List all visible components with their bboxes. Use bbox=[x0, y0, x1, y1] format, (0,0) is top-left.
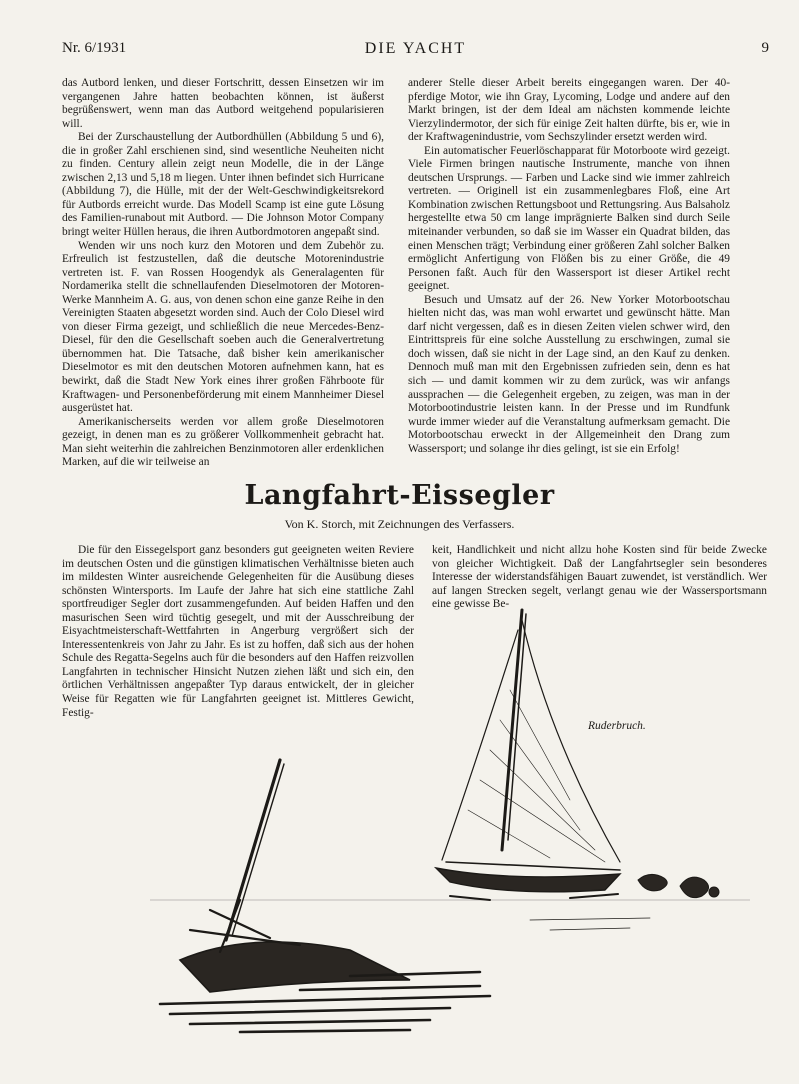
sail-leech bbox=[442, 630, 518, 860]
column-right-top bbox=[408, 77, 730, 456]
issue-number: Nr. 6/1931 bbox=[62, 40, 127, 56]
paragraph: Besuch und Umsatz auf der 26. New Yorker Motorbootschau hielten nicht das, was man wohl erwartet und gewünscht hätte. Man darf nicht vergessen, daß es in diesen Zeiten vielen schwer wird, den Eintrittspreis für eine solche Ausstellung zu erschwingen, zumal sie doch wissen, daß sie nicht in der Lage sind, an den Kauf zu denken. Dennoch muß man mit den Ergebnissen zufrieden sein, denn es hat sich — und damit kommen wir zu dem zurück, was wir anfangs aussprachen — die Gelegenheit ergeben, zu zeigen, was man in der Motorbootindustrie leisten kann. In der Presse und im Rundfunk wurde immer wieder auf die Veranstaltung aufmerksam gemacht. Die Motorbootschau erweckt in der Allgemeinheit den Drang zum Wassersport; und solange ihr dies gelingt, ist sie ein Erfolg! bbox=[408, 293, 730, 455]
wreck-body bbox=[180, 942, 410, 992]
sail-mast-second-stroke bbox=[508, 614, 526, 840]
paragraph: das Autbord lenken, und dieser Fortschritt, dessen Einsetzen wir im vergangenen Jahre hatten beobachten können, ist äußerst begrüßenswert, wenn man das Autbord weitgehend popularisieren will. bbox=[62, 77, 384, 130]
paragraph: keit, Handlichkeit und nicht allzu hohe Kosten sind für beide Zwecke von gleicher Wichtigkeit. Daß der Langfahrtsegler sein besonderes Interesse der widerstandsfähigen Bauart zuwendet, ist verständlich. Wer auf langen Strecken segelt, verlangt genau wie der Wassersportsmann eine gewisse Be- bbox=[432, 544, 767, 611]
yacht-runner bbox=[450, 894, 618, 900]
sail-mast bbox=[502, 610, 522, 850]
article-title: Langfahrt-Eissegler bbox=[244, 480, 555, 511]
sail-foot bbox=[446, 862, 620, 870]
sail-edge bbox=[522, 620, 620, 862]
page-number: 9 bbox=[761, 40, 769, 56]
paragraph: Wenden wir uns noch kurz den Motoren und dem Zubehör zu. Erfreulich ist festzustellen, daß die deutsche Motorenindustrie vertreten ist. F. van Rossen Hoogendyk als Generalagenten für Nordamerika stellt die schnellaufenden Dieselmotoren der Motoren-Werke Mannheim A. G. aus, von denen schon eine ganze Reihe in den Vereinigten Staaten abgesetzt worden sind. Auch der Colo Diesel wird von dieser Firma gezeigt, und schließlich die neue Mercedes-Benz-Diesel, für den die Gesellschaft soeben auch die Generalvertretung übernommen hat. Die Tatsache, daß bisher kein amerikanischer Dieselmotor es mit den deutschen Motoren aufnehmen kann, hat es bewirkt, daß die Stadt New York eines ihrer großen Fährboote für Kraftwagen- und Personenbeförderung mit einem Mannheimer Diesel ausgerüstet hat. bbox=[62, 239, 384, 415]
paragraph: Bei der Zurschaustellung der Autbordhüllen (Abbildung 5 und 6), die in großer Zahl erschienen sind, sind wesentliche Neuheiten nicht zu finden. Century allein zeigt neun Modelle, die in der Länge zwischen 2,13 und 5,18 m liegen. Unter ihnen befindet sich Hurricane (Abbildung 7), die Hülle, mit der der Welt-Geschwindigkeitsrekord für Autbords erreicht wurde. Das Modell Scamp ist eine gute Lösung des Familien-runabout mit Autbord. — Die Johnson Motor Company bringt weiter Hüllen heraus, die ihren Autbordmotoren angepaßt sind. bbox=[62, 131, 384, 239]
figure-lying bbox=[638, 874, 667, 890]
sail-hatching bbox=[468, 690, 605, 862]
ice-yacht-sketch-illustration bbox=[150, 600, 750, 1040]
magazine-title: DIE YACHT bbox=[364, 40, 467, 57]
broken-mast-second bbox=[232, 764, 284, 936]
paragraph: anderer Stelle dieser Arbeit bereits eingegangen waren. Der 40-pferdige Motor, wie ihn Gray, Lycoming, Lodge und andere auf den Markt bringen, ist der dem Ideal am nächsten kommende leichte Vierzylindermotor, der sich für einige Zeit halten dürfte, bis er, wie in der Kraftwagenindustrie, vom Sechszylinder ersetzt werden wird. bbox=[408, 77, 730, 144]
paragraph: Die für den Eissegelsport ganz besonders gut geeigneten weiten Reviere im deutschen Osten und die günstigen klimatischen Verhältnisse bieten auch im mildesten Winter ausreichende Gelegenheiten für die Ausübung dieses schönsten Wintersports. Im Laufe der Jahre hat sich eine stattliche Zahl sportfreudiger Segler dort zusammengefunden. Auf beiden Haffen und den masurischen Seen wird tüchtig gesegelt, und mit der Ausschreibung der Eisyachtmeisterschaft-Wettfahrten in Angerburg vergrößert sich der Interessentenkreis von Jahr zu Jahr. Es ist zu hoffen, daß sich aus der hohen Schule des Regatta-Segelns auch für die besonders auf den Haffen reizvollen Langfahrten in technischer Hinsicht Nutzen ziehen läßt und sich ein, den örtlichen Verhältnissen angepaßter Typ daraus entwickelt, der in gleicher Weise für Regatten wie für Langfahrten geeignet ist. Mittleres Gewicht, Festig- bbox=[62, 544, 414, 719]
ice-shading-light bbox=[530, 918, 650, 930]
article-byline: Von K. Storch, mit Zeichnungen des Verfassers. bbox=[284, 517, 515, 531]
page-header bbox=[62, 40, 769, 62]
illustration-caption: Ruderbruch. bbox=[588, 720, 646, 732]
column-left-top bbox=[62, 77, 384, 470]
paragraph: Ein automatischer Feuerlöschapparat für Motorboote wird gezeigt. Viele Firmen bringen nautische Instrumente, manche von ihnen deutschen Ursprungs. — Farben und Lacke sind wie immer zahlreich vertreten. — Originell ist ein zusammenlegbares Floß, eine Art Kombination zwischen Rettungsboot und Rettungsring. Aus Balsaholz hergestellte etwa 50 cm lange imprägnierte Balken sind durch Seile miteinander verbunden, so daß sie im Wasser ein Quadrat bilden, das einen Menschen trägt; Verbindung einer größeren Zahl solcher Balken ermöglicht Anfertigung von Flößen bis zu einer Größe, die 49 Personen faßt. Auch für den Wassersport ist dieser Artikel recht geeignet. bbox=[408, 144, 730, 293]
yacht-hull bbox=[436, 868, 620, 892]
paragraph: Amerikanischerseits werden vor allem große Dieselmotoren gezeigt, in denen man es zu größerer Vollkommenheit gebracht hat. Man sieht weiterhin die zahlreichen Benzinmotoren aller erdenklichen Marken, auf die wir teilweise an bbox=[62, 415, 384, 469]
figure-kneeling bbox=[680, 877, 709, 898]
